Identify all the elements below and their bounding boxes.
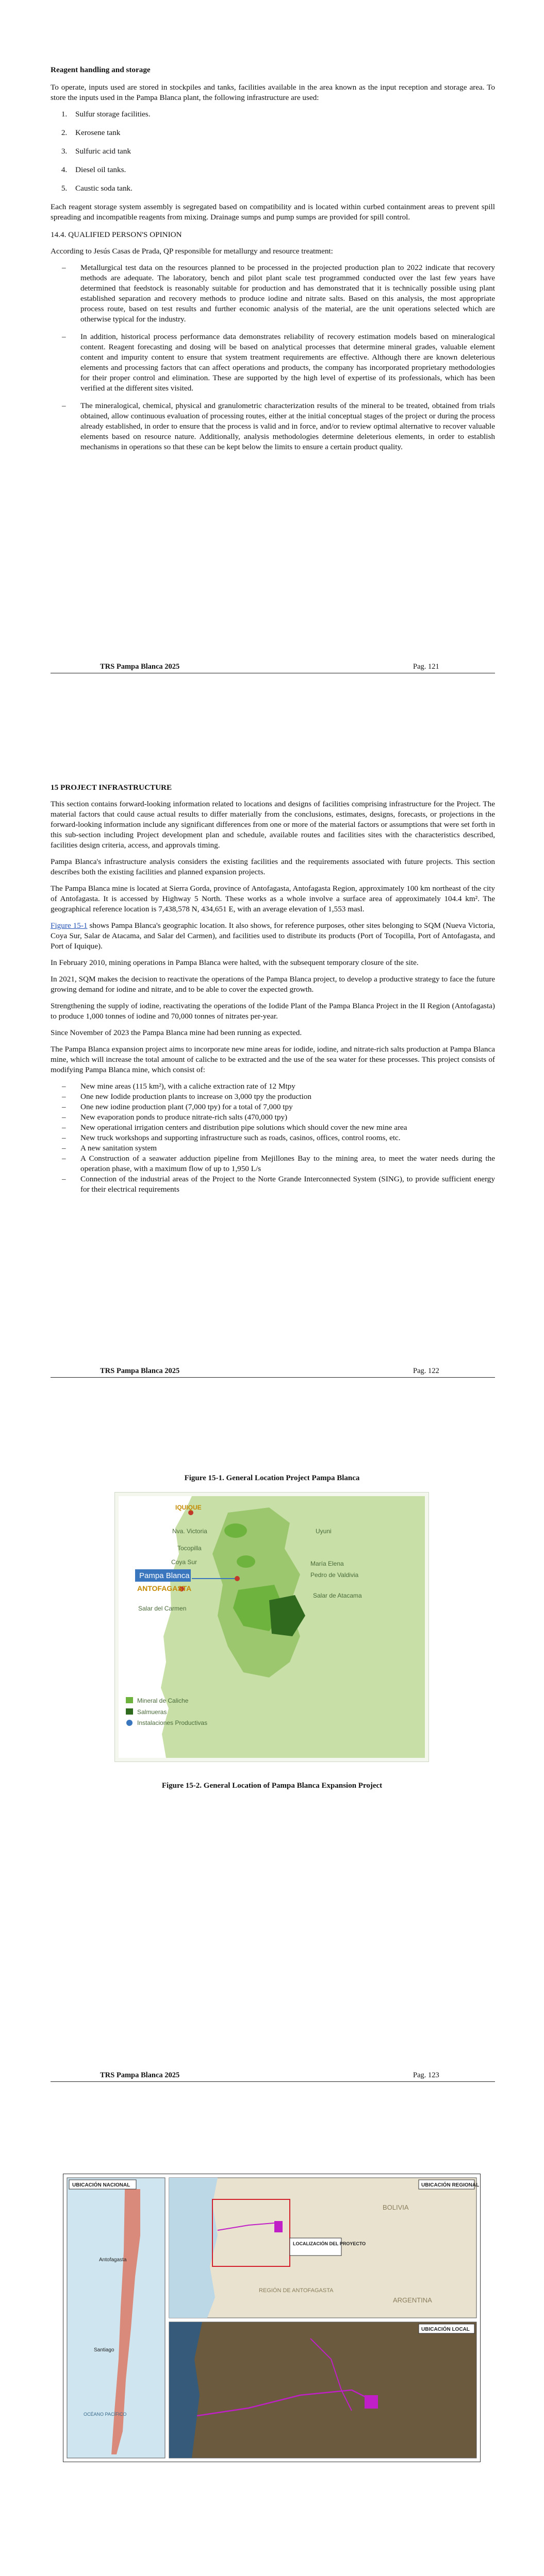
paragraph: This section contains forward-looking information related to locations and designs of facilities comprising infrastructure for the Project. The material factors that could cause actual results to differ materially from the conclusions, estimates, designs, forecasts, or projections in the forward-looking information include any significant differences from one or more of the material factors or assumptions that were set forth in this sub-section including Project development plan and schedule, available routes and facilities sites with the characteristics described, facilities design criteria, access, and approvals timing. xyxy=(51,800,495,850)
page-122 xyxy=(0,703,544,1406)
list-item: – Metallurgical test data on the resources planned to be processed in the projected production plan to 2022 indicate that recovery methods are adequate. The laboratory, bench and pilot plant scale test programmed conducted over the last few years have determined that feedstock is reasonably suitable for production and has demonstrated that it is technically possible using plant established separation and recovery methods to produce iodine and nitrate salts. Based on this analysis, the most appropriate process route, based on test results and further economic analysis of the material, are the unit operations selected which are otherwise typical for the industry. xyxy=(51,263,495,325)
paragraph-text: shows Pampa Blanca's geographic location. It also shows, for reference purposes, other sites belonging to SQM (Nueva Victoria, Coya Sur, Salar de Atacama, and Salar del Carmen), and facilities used to distribute its products (Port of Tocopilla, Port of Antofagasta, and Port of Iquique). xyxy=(51,921,495,951)
page-footer xyxy=(51,2071,495,2082)
map-label: IQUIQUE xyxy=(175,1504,202,1511)
map-label: Coya Sur xyxy=(171,1558,197,1566)
paragraph: Since November of 2023 the Pampa Blanca mine had been running as expected. xyxy=(51,1028,302,1037)
list-item: – A new sanitation system xyxy=(51,1143,495,1154)
list-item: 5. Caustic soda tank. xyxy=(69,183,495,194)
qp-heading: 14.4. QUALIFIED PERSON'S OPINION xyxy=(51,230,182,239)
paragraph: In 2021, SQM makes the decision to reactivate the operations of the Pampa Blanca project, to develop a productive strategy to face the future growing demand for iodine and nitrate, and to be able to cover the expected growth. xyxy=(51,975,495,994)
footer-title: TRS Pampa Blanca 2025 xyxy=(100,2071,180,2079)
reagent-intro: To operate, inputs used are stored in stockpiles and tanks, facilities available in the area known as the input reception and storage area. To store the inputs used in the Pampa Blanca plant, the following infrastructure are used: xyxy=(51,83,495,102)
list-item: – New operational irrigation centers and distribution pipe solutions which should cover the new mine area xyxy=(51,1123,495,1133)
map-label: Uyuni xyxy=(316,1528,332,1535)
map-label: Salar de Atacama xyxy=(313,1592,362,1599)
list-item: 4. Diesel oil tanks. xyxy=(69,165,495,175)
qp-bullets xyxy=(51,263,495,452)
figure-link[interactable]: Figure 15-1 xyxy=(51,921,88,930)
legend-label: Salmueras xyxy=(137,1708,167,1716)
page-124 xyxy=(0,2110,544,2576)
list-item: – One new Iodide production plants to increase on 3,000 tpy the production xyxy=(51,1092,495,1102)
paragraph: The Pampa Blanca mine is located at Sierra Gorda, province of Antofagasta, Antofagasta Region, approximately 100 km northeast of the city of Antofagasta. It is accessed by Highway 5 North. These works as a whole involve a surface area of approximately 104.4 km². The geographical reference location is 7,438,578 N, 434,651 E, with an average elevation of 1,553 masl. xyxy=(51,884,495,913)
infra-heading: 15 PROJECT INFRASTRUCTURE xyxy=(51,783,172,792)
national-title: UBICACIÓN NACIONAL xyxy=(72,2182,130,2188)
figure-caption: Figure 15-1. General Location Project Pampa Blanca xyxy=(184,1474,360,1482)
project-area xyxy=(274,2221,283,2232)
expansion-location-map xyxy=(63,2174,481,2462)
expansion-items xyxy=(51,1081,495,1195)
list-item: 3. Sulfuric acid tank xyxy=(69,146,495,157)
qp-intro: According to Jesús Casas de Prada, QP responsible for metallurgy and resource treatment: xyxy=(51,247,333,256)
list-item: – In addition, historical process performance data demonstrates reliability of recovery estimation models based on mineralogical content. Reagent forecasting and dosing will be based on analytical processes that determine mineral grades, valuable element content and impurity content to ensure that system treatment requirements are effective. Although there are known deleterious elements and processing factors that can affect operations and products, the company has incorporated proprietary methodologies for their proper control and elimination. These are supported by the high level of expertise of its professionals, which has been verified at the different sites visited. xyxy=(51,332,495,394)
map-label: Nva. Victoria xyxy=(172,1528,207,1535)
list-item: – The mineralogical, chemical, physical and granulometric characterization results of the mineral to be treated, obtained from trials obtained, allow continuous evaluation of processing routes, either at the initial conceptual stages of the project or during the process already established, in order to ensure that the process is valid and in force, and/or to review optimal alternative to recover valuable elements based on resource nature. Additionally, analysis methodologies determine deleterious elements, in order to establish mechanisms in operations so that these can be kept below the limits to ensure a certain product quality. xyxy=(51,401,495,452)
legend-label: Instalaciones Productivas xyxy=(137,1719,208,1726)
page-number: Pag. 123 xyxy=(413,2071,439,2079)
page-footer xyxy=(51,663,495,673)
city-label: Santiago xyxy=(94,2347,114,2353)
figure-caption: Figure 15-2. General Location of Pampa Blanca Expansion Project xyxy=(161,1782,383,1790)
ocean-label: OCÉANO PACÍFICO xyxy=(84,2412,127,2417)
page-121 xyxy=(0,0,544,703)
list-item: – One new iodine production plant (7,000 tpy) for a total of 7,000 tpy xyxy=(51,1102,495,1112)
list-item: 1. Sulfur storage facilities. xyxy=(69,109,495,120)
map-label: María Elena xyxy=(310,1560,344,1567)
paragraph xyxy=(51,921,495,952)
location-map xyxy=(114,1492,429,1762)
page-footer xyxy=(51,1367,495,1378)
list-item: – New truck workshops and supporting infrastructure such as roads, casinos, offices, control rooms, etc. xyxy=(51,1133,495,1143)
regional-ocean xyxy=(169,2178,218,2318)
country-label: BOLIVIA xyxy=(383,2204,409,2211)
footer-title: TRS Pampa Blanca 2025 xyxy=(100,1367,180,1375)
reagent-heading: Reagent handling and storage xyxy=(51,65,151,74)
list-item: 2. Kerosene tank xyxy=(69,128,495,138)
map-label: ANTOFAGASTA xyxy=(137,1584,192,1592)
list-item: – New mine areas (115 km²), with a caliche extraction rate of 12 Mtpy xyxy=(51,1081,495,1092)
tocopilla-area xyxy=(237,1555,255,1568)
paragraph: The Pampa Blanca expansion project aims to incorporate new mine areas for iodide, iodine, and nitrate-rich salts production at Pampa Blanca mine, which will increase the total amount of caliche to be extracted and the use of the sea water for these processes. This project consists of modifying Pampa Blanca mine, which consist of: xyxy=(51,1045,495,1074)
legend-swatch xyxy=(126,1697,133,1703)
city-label: Antofagasta xyxy=(99,2257,127,2263)
paragraph: In February 2010, mining operations in Pampa Blanca were halted, with the subsequent temporary closure of the site. xyxy=(51,958,419,967)
list-item: – New evaporation ponds to produce nitrate-rich salts (470,000 tpy) xyxy=(51,1112,495,1123)
map-label: Pedro de Valdivia xyxy=(310,1571,359,1579)
paragraph: Strengthening the supply of iodine, reactivating the operations of the Iodide Plant of the Pampa Blanca Project in the II Region (Antofagasta) to produce 1,000 tonnes of iodine and 70,000 tonnes of nitrates per-year. xyxy=(51,1002,495,1021)
project-label: LOCALIZACIÓN DEL PROYECTO xyxy=(293,2241,366,2246)
page-number: Pag. 121 xyxy=(413,663,439,671)
map-label: Pampa Blanca xyxy=(139,1571,190,1580)
local-panel xyxy=(169,2322,476,2458)
legend-swatch xyxy=(126,1720,133,1726)
legend-swatch xyxy=(126,1708,133,1715)
list-item: – A Construction of a seawater adduction pipeline from Mejillones Bay to the mining area, to meet the water needs during the operation phase, with a maximum flow of up to 1,950 L/s xyxy=(51,1154,495,1174)
page-number: Pag. 122 xyxy=(413,1367,439,1375)
country-label: ARGENTINA xyxy=(393,2296,432,2304)
page-121-body xyxy=(51,65,495,460)
local-project-area xyxy=(365,2395,378,2409)
legend-label: Mineral de Caliche xyxy=(137,1697,189,1704)
page-122-body xyxy=(51,783,495,1201)
footer-title: TRS Pampa Blanca 2025 xyxy=(100,663,180,671)
pampa-marker xyxy=(235,1576,240,1581)
local-title: UBICACIÓN LOCAL xyxy=(421,2327,470,2332)
storage-list xyxy=(51,109,495,194)
list-item: – Connection of the industrial areas of the Project to the Norte Grande Interconnected System (SING), to provide sufficient energy for their electrical requirements xyxy=(51,1174,495,1195)
nueva-victoria-area xyxy=(224,1523,247,1538)
region-label: REGIÓN DE ANTOFAGASTA xyxy=(259,2287,334,2294)
paragraph: Pampa Blanca's infrastructure analysis considers the existing facilities and the requirements associated with future projects. This section describes both the existing facilities and planned expansion projects. xyxy=(51,857,495,876)
page-123 xyxy=(0,1406,544,2110)
regional-title: UBICACIÓN REGIONAL xyxy=(421,2182,480,2188)
map-label: Salar del Carmen xyxy=(138,1605,187,1612)
map-label: Tocopilla xyxy=(177,1545,202,1552)
segregation-text: Each reagent storage system assembly is segregated based on compatibility and is located within curbed containment areas to prevent spill spreading and incompatible reagents from mixing. Drainage sumps and pump sumps are provided for spill control. xyxy=(51,202,495,222)
